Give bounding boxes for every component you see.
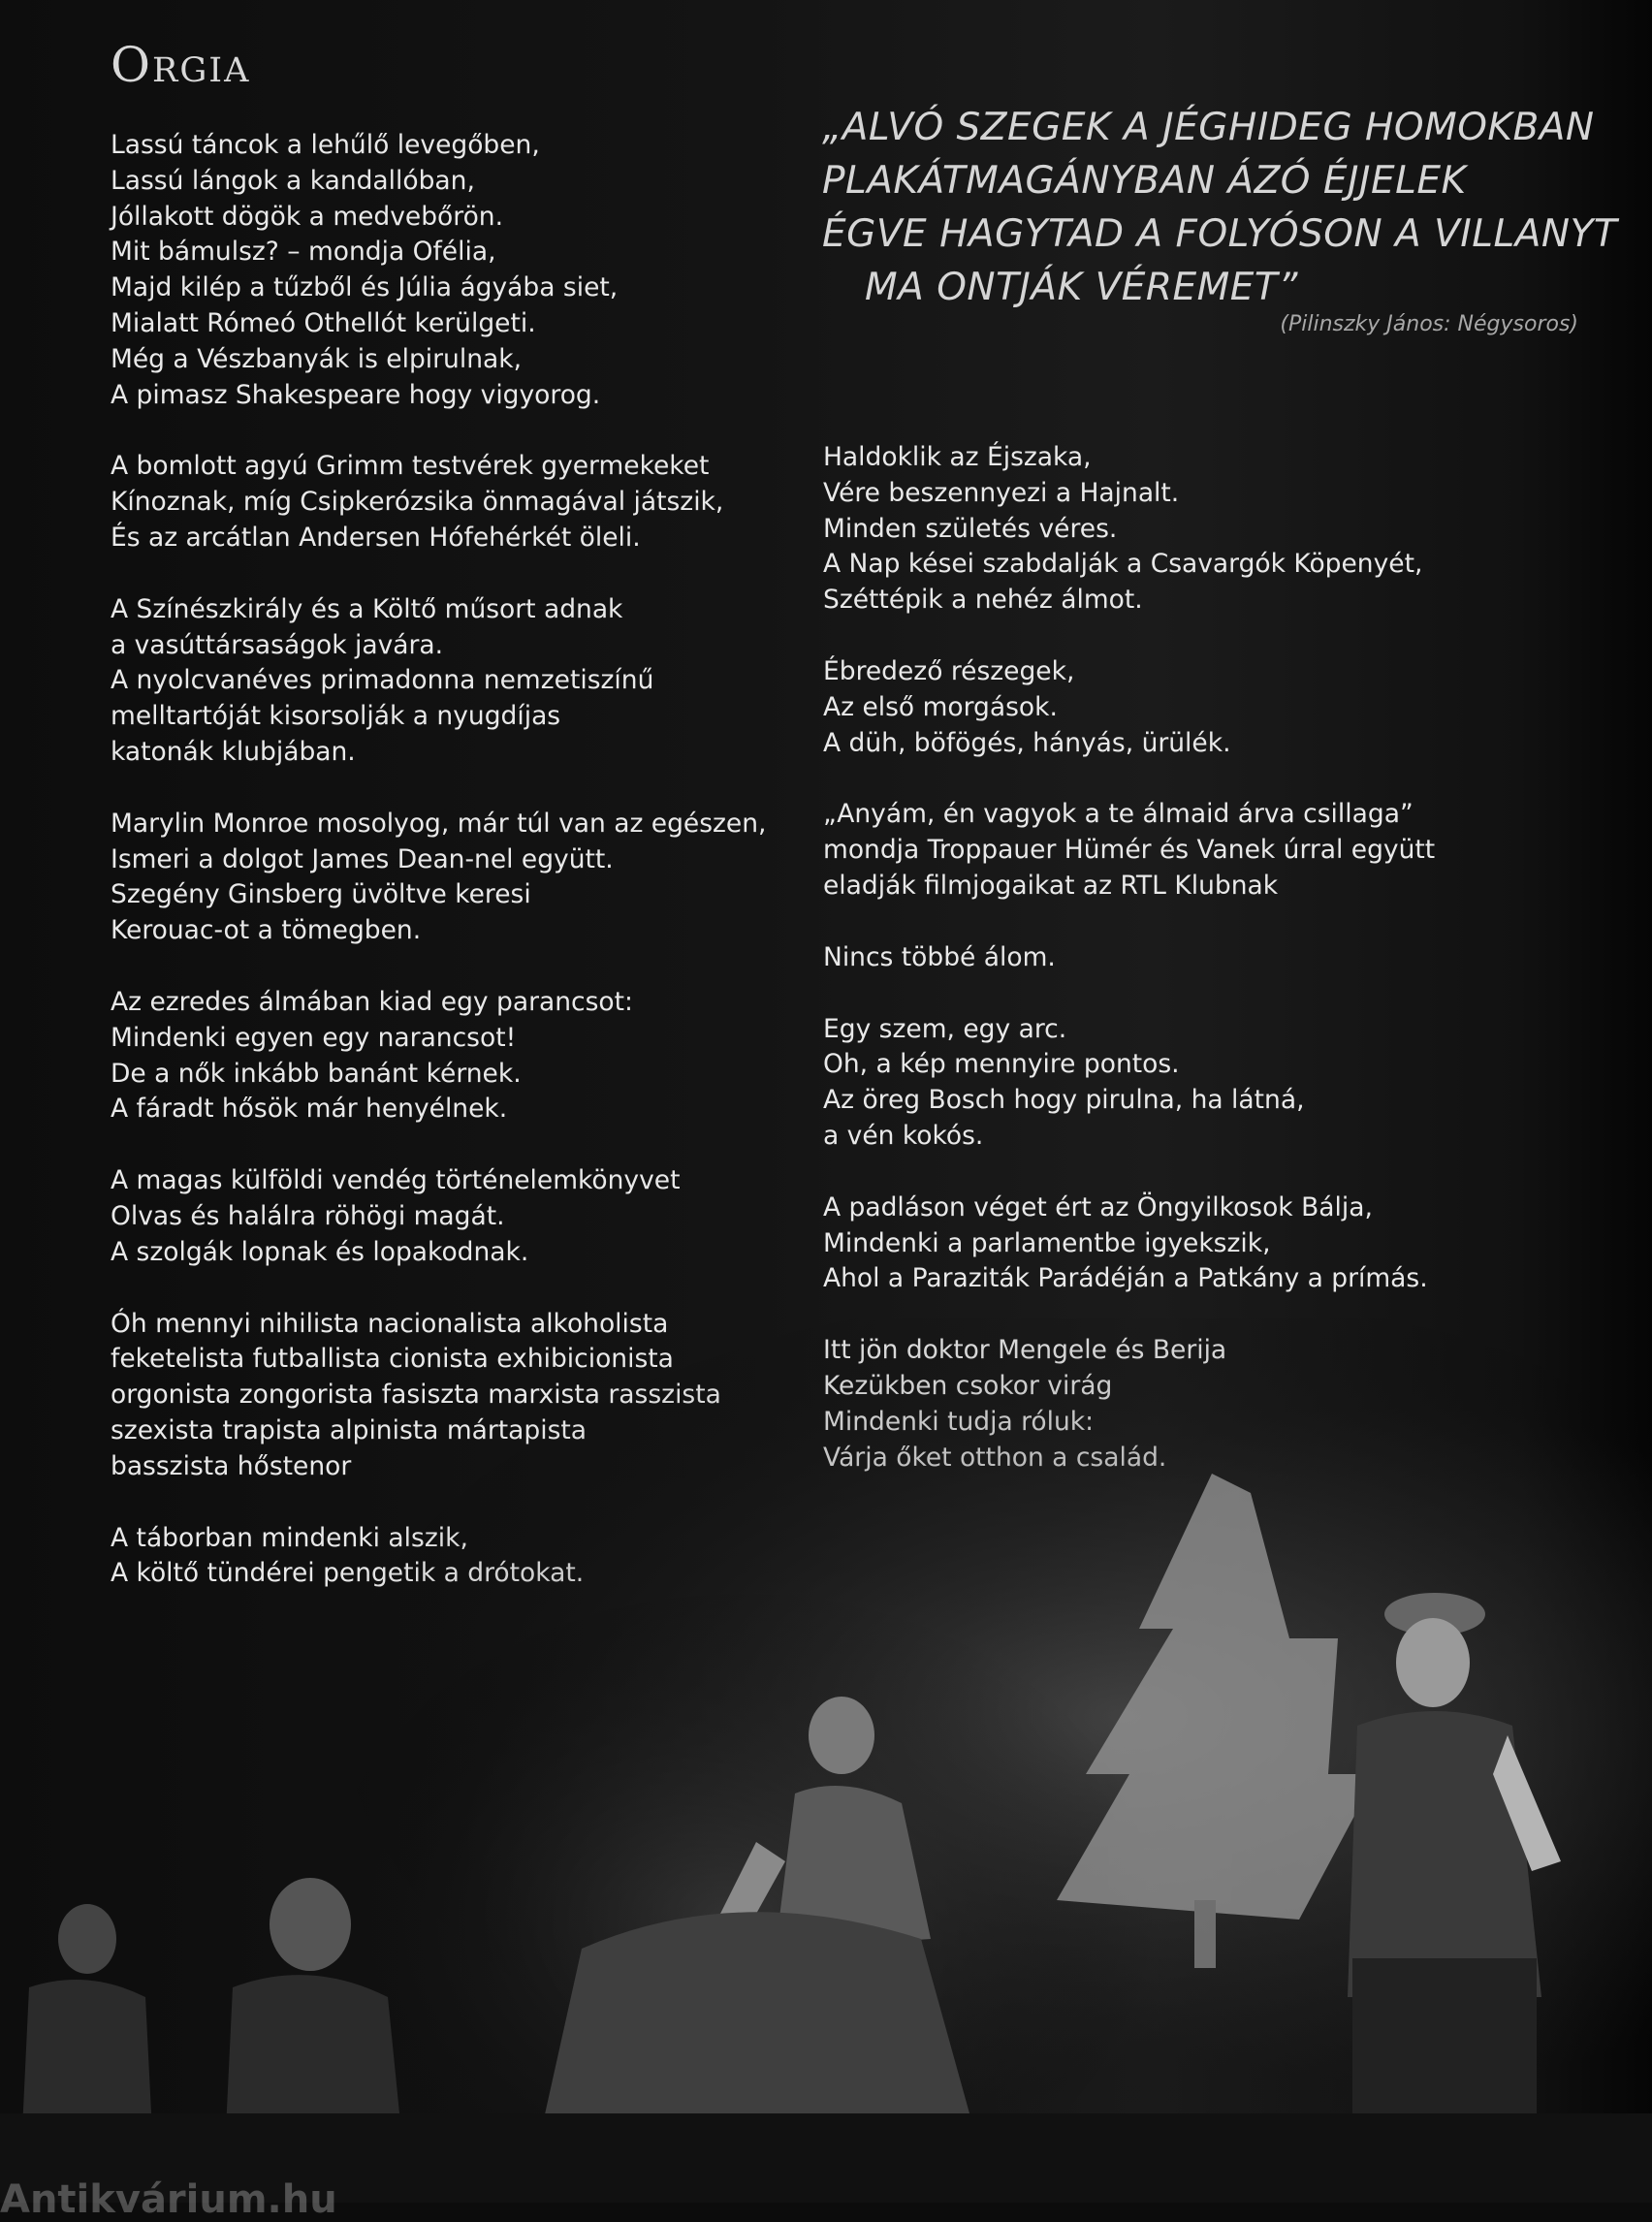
poem-line: Mindenki egyen egy narancsot! [111, 1022, 517, 1053]
stanza [823, 1012, 1521, 1155]
poem-line: Ismeri a dolgot James Dean-nel együtt. [111, 843, 614, 874]
poem-line: A padláson véget ért az Öngyilkosok Bálja, [823, 1191, 1373, 1222]
quote-attribution: (Pilinszky János: Négysoros) [1280, 312, 1578, 336]
poem-line: katonák klubjában. [111, 736, 356, 767]
poem-line: Mialatt Rómeó Othellót kerülgeti. [111, 307, 536, 338]
poem-line: A magas külföldi vendég történelemkönyvet [111, 1165, 681, 1196]
poem-line: Az öreg Bosch hogy pirulna, ha látná, [823, 1085, 1305, 1116]
poem-line: a vasúttársaságok javára. [111, 629, 444, 660]
stanza [111, 985, 789, 1127]
poem-line: Nincs többé álom. [823, 941, 1056, 972]
poem-line: eladják filmjogaikat az RTL Klubnak [823, 870, 1279, 901]
stanza [823, 940, 1521, 976]
poem-line: Haldoklik az Éjszaka, [823, 442, 1092, 472]
stanza [823, 1190, 1521, 1297]
stanza [111, 128, 789, 413]
poem-line: De a nők inkább banánt kérnek. [111, 1058, 522, 1089]
stanza [823, 654, 1521, 761]
poem-line: Majd kilép a tűzből és Júlia ágyába siet, [111, 272, 619, 303]
stanza [111, 449, 789, 556]
poem-line: Minden születés véres. [823, 513, 1118, 544]
quote-line: PLAKÁTMAGÁNYBAN ÁZÓ ÉJJELEK [822, 159, 1467, 203]
poem-line: A Színészkirály és a Költő műsort adnak [111, 593, 623, 624]
poem-line: Mindenki a parlamentbe igyekszik, [823, 1227, 1271, 1258]
poem-line: A nyolcvanéves primadonna nemzetiszínű [111, 665, 654, 696]
quote-line: MA ONTJÁK VÉREMET” [865, 266, 1298, 309]
poem-line: Az ezredes álmában kiad egy parancsot: [111, 986, 633, 1017]
poem-line: Egy szem, egy arc. [823, 1013, 1067, 1044]
poem-line: Marylin Monroe mosolyog, már túl van az egészen, [111, 808, 767, 839]
poem-line: Lassú táncok a lehűlő levegőben, [111, 130, 540, 160]
poem-line: Olvas és halálra röhögi magát. [111, 1200, 505, 1231]
poem-line: Szegény Ginsberg üvöltve keresi [111, 879, 531, 910]
poem-line: Az első morgások. [823, 691, 1058, 722]
poem-title: Orgia [111, 37, 251, 93]
poem-line: Kerouac-ot a tömegben. [111, 915, 422, 946]
poem-line: Még a Vészbanyák is elpirulnak, [111, 343, 523, 374]
stanza [823, 440, 1521, 619]
poem-line: A szolgák lopnak és lopakodnak. [111, 1236, 529, 1267]
poem-line: A düh, böfögés, hányás, ürülék. [823, 727, 1231, 758]
quote-line: ÉGVE HAGYTAD A FOLYÓSON A VILLANYT [822, 212, 1618, 256]
poem-line: És az arcátlan Andersen Hófehérkét öleli. [111, 522, 641, 553]
poem-line: Kínoznak, míg Csipkerózsika önmagával játszik, [111, 487, 724, 518]
epigraph-quote [822, 101, 1618, 336]
poem-line: A pimasz Shakespeare hogy vigyorog. [111, 379, 601, 410]
watermark-text: Antikvárium.hu [0, 2177, 337, 2222]
poem-line: a vén kokós. [823, 1120, 984, 1151]
poem-line: A fáradt hősök már henyélnek. [111, 1094, 508, 1125]
poem-line: Vére beszennyezi a Hajnalt. [823, 477, 1180, 508]
poem-line: Mit bámulsz? – mondja Ofélia, [111, 237, 496, 268]
stanza [111, 1163, 789, 1270]
stanza [111, 807, 789, 949]
stanza [111, 592, 789, 771]
poem-line: „Anyám, én vagyok a te álmaid árva csillaga” [823, 799, 1414, 830]
stage-photograph [0, 1318, 1652, 2203]
poem-line: A bomlott agyú Grimm testvérek gyermekeket [111, 451, 710, 482]
poem-line: melltartóját kisorsolják a nyugdíjas [111, 701, 561, 732]
poem-line: Ébredező részegek, [823, 655, 1075, 686]
poem-line: Széttépik a nehéz álmot. [823, 585, 1143, 616]
quote-line: „ALVÓ SZEGEK A JÉGHIDEG HOMOKBAN [822, 106, 1595, 149]
poem-line: Oh, a kép mennyire pontos. [823, 1049, 1180, 1080]
poem-line: mondja Troppauer Hümér és Vanek úrral együtt [823, 835, 1436, 866]
poem-line: A Nap kései szabdalják a Csavargók Köpenyét, [823, 549, 1423, 580]
poem-line: Jóllakott dögök a medvebőrön. [111, 201, 504, 232]
stanza [823, 797, 1521, 904]
poem-line: Lassú lángok a kandallóban, [111, 165, 475, 196]
poem-line: Ahol a Paraziták Parádéján a Patkány a prímás. [823, 1263, 1428, 1294]
